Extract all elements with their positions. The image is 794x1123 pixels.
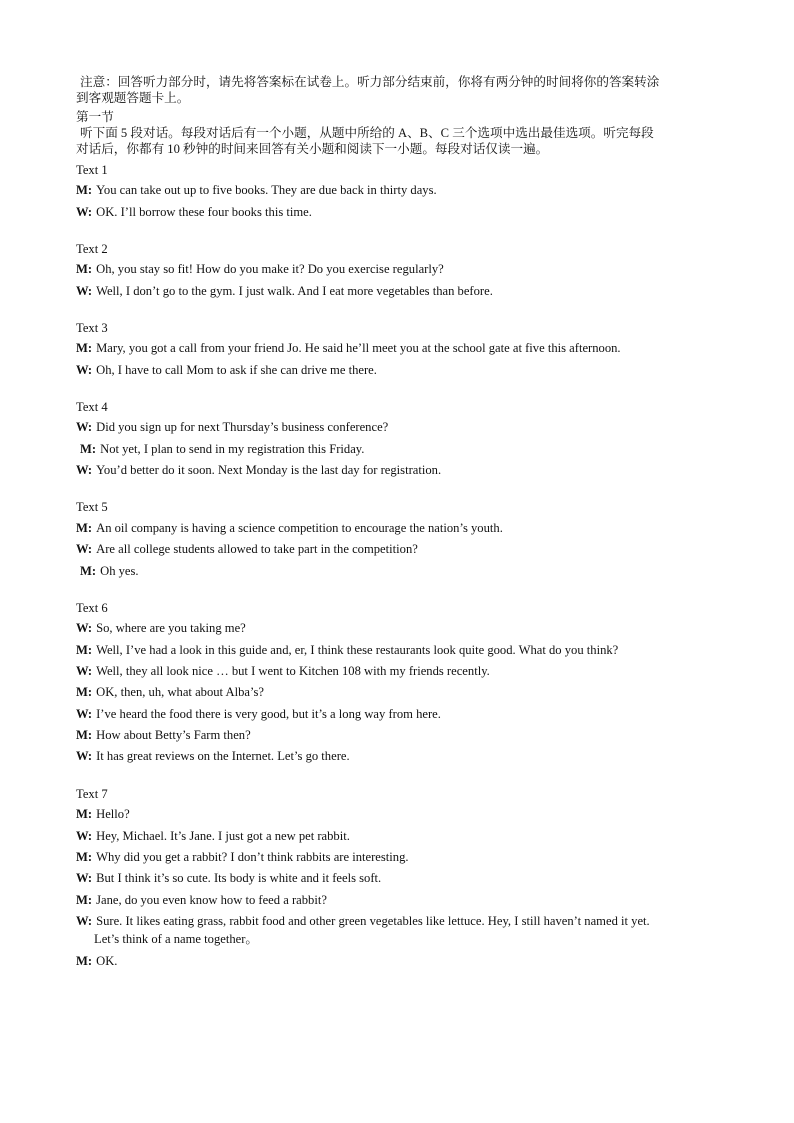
dialogue-line (76, 706, 726, 722)
speaker-label: M: (76, 953, 93, 968)
utterance-text: Hey, Michael. It’s Jane. I just got a new pet rabbit. (96, 828, 350, 843)
dialogue-line (76, 340, 726, 356)
dialogue-title: Text 7 (76, 786, 108, 801)
note-line-2: 到客观题答题卡上。 (76, 91, 190, 106)
speaker-label: W: (76, 283, 93, 298)
utterance-text: How about Betty’s Farm then? (96, 728, 251, 743)
note-line-1: 注意：回答听力部分时，请先将答案标在试卷上。听力部分结束前，你将有两分钟的时间将你的答案转涂 (80, 75, 660, 89)
utterance-text: Did you sign up for next Thursday’s business conference? (96, 420, 389, 435)
utterance-text: Not yet, I plan to send in my registration this Friday. (100, 441, 365, 456)
dialogue-line (76, 748, 726, 764)
utterance-text: An oil company is having a science competition to encourage the nation’s youth. (96, 520, 503, 535)
dialogue-block (76, 241, 726, 299)
section-title: 第一节 (76, 109, 114, 124)
utterance-text: Well, they all look nice … but I went to Kitchen 108 with my friends recently. (96, 663, 490, 678)
dialogue-line (76, 283, 726, 299)
utterance-text: OK, then, uh, what about Alba’s? (96, 685, 264, 700)
speaker-label: M: (80, 441, 97, 456)
utterance-text: Oh yes. (100, 563, 139, 578)
dialogue-line (76, 892, 726, 908)
speaker-label: M: (76, 341, 93, 356)
dialogue-line (76, 362, 726, 378)
speaker-label: W: (76, 542, 93, 557)
dialogue-title: Text 1 (76, 162, 108, 177)
speaker-label: M: (76, 849, 93, 864)
utterance-text: Sure. It likes eating grass, rabbit food and other green vegetables like lettuce. Hey, I still haven’t named it yet. (96, 913, 650, 928)
block-gap (76, 225, 726, 241)
block-gap (76, 584, 726, 600)
dialogue-line (76, 684, 726, 700)
speaker-label: M: (76, 520, 93, 535)
dialogue-line (76, 931, 726, 947)
dialogue-line (76, 261, 726, 277)
utterance-text: Jane, do you even know how to feed a rabbit? (96, 892, 327, 907)
speaker-label: M: (76, 807, 93, 822)
speaker-label: W: (76, 420, 93, 435)
dialogue-line (76, 828, 726, 844)
speaker-label: W: (76, 706, 93, 721)
utterance-text: So, where are you taking me? (96, 621, 246, 636)
utterance-text: Are all college students allowed to take part in the competition? (96, 542, 418, 557)
instruction-line-1: 听下面 5 段对话。每段对话后有一个小题，从题中所给的 A、B、C 三个选项中选出最佳选项。听完每段 (80, 126, 654, 141)
speaker-label: M: (76, 892, 93, 907)
speaker-label: M: (76, 642, 93, 657)
dialogue-block (76, 600, 726, 765)
dialogue-line (76, 541, 726, 557)
utterance-text: Let’s think of a name together。 (94, 932, 259, 947)
utterance-text: Well, I’ve had a look in this guide and, er, I think these restaurants look quite good. What do you think? (96, 642, 619, 657)
dialogue-line (76, 204, 726, 220)
utterance-text: Mary, you got a call from your friend Jo. He said he’ll meet you at the school gate at five this afternoon. (96, 341, 621, 356)
speaker-label: M: (76, 685, 93, 700)
dialogue-line (76, 462, 726, 478)
speaker-label: W: (76, 362, 93, 377)
utterance-text: But I think it’s so cute. Its body is white and it feels soft. (96, 871, 382, 886)
speaker-label: W: (76, 663, 93, 678)
dialogue-line (76, 727, 726, 743)
dialogue-line (76, 642, 726, 658)
dialogue-title: Text 4 (76, 400, 108, 415)
utterance-text: Well, I don’t go to the gym. I just walk. And I eat more vegetables than before. (96, 283, 493, 298)
dialogue-line (76, 563, 726, 579)
dialogue-block (76, 320, 726, 378)
utterance-text: Why did you get a rabbit? I don’t think rabbits are interesting. (96, 849, 409, 864)
utterance-text: Hello? (96, 807, 130, 822)
speaker-label: W: (76, 913, 93, 928)
speaker-label: W: (76, 204, 93, 219)
speaker-label: M: (76, 262, 93, 277)
document-page (76, 74, 726, 974)
dialogue-line (76, 182, 726, 198)
dialogue-title: Text 3 (76, 320, 108, 335)
block-gap (76, 483, 726, 499)
speaker-label: W: (76, 749, 93, 764)
utterance-text: Oh, you stay so fit! How do you make it? Do you exercise regularly? (96, 262, 444, 277)
dialogue-block (76, 786, 726, 969)
speaker-label: M: (76, 728, 93, 743)
block-gap (76, 770, 726, 786)
speaker-label: W: (76, 463, 93, 478)
instruction-line-2: 对话后，你都有 10 秒钟的时间来回答有关小题和阅读下一小题。每段对话仅读一遍。 (76, 142, 549, 157)
dialogue-line (76, 663, 726, 679)
speaker-label: M: (76, 183, 93, 198)
speaker-label: W: (76, 871, 93, 886)
utterance-text: You’d better do it soon. Next Monday is the last day for registration. (96, 463, 442, 478)
dialogue-line (76, 620, 726, 636)
dialogue-line (76, 953, 726, 969)
dialogue-title: Text 2 (76, 241, 108, 256)
dialogue-line (76, 520, 726, 536)
utterance-text: OK. (96, 953, 118, 968)
speaker-label: W: (76, 621, 93, 636)
speaker-label: W: (76, 828, 93, 843)
dialogue-block (76, 162, 726, 220)
block-gap (76, 383, 726, 399)
dialogue-block (76, 499, 726, 578)
dialogue-line (76, 913, 726, 929)
block-gap (76, 304, 726, 320)
utterance-text: It has great reviews on the Internet. Let’s go there. (96, 749, 350, 764)
utterance-text: You can take out up to five books. They are due back in thirty days. (96, 183, 437, 198)
utterance-text: OK. I’ll borrow these four books this time. (96, 204, 312, 219)
dialogue-list (76, 162, 726, 969)
dialogue-title: Text 6 (76, 600, 108, 615)
dialogue-line (76, 441, 726, 457)
dialogue-block (76, 399, 726, 478)
dialogue-title: Text 5 (76, 500, 108, 515)
dialogue-line (76, 849, 726, 865)
dialogue-line (76, 870, 726, 886)
speaker-label: M: (80, 563, 97, 578)
dialogue-line (76, 806, 726, 822)
utterance-text: Oh, I have to call Mom to ask if she can drive me there. (96, 362, 377, 377)
intro-block (76, 74, 726, 158)
dialogue-line (76, 419, 726, 435)
utterance-text: I’ve heard the food there is very good, but it’s a long way from here. (96, 706, 441, 721)
